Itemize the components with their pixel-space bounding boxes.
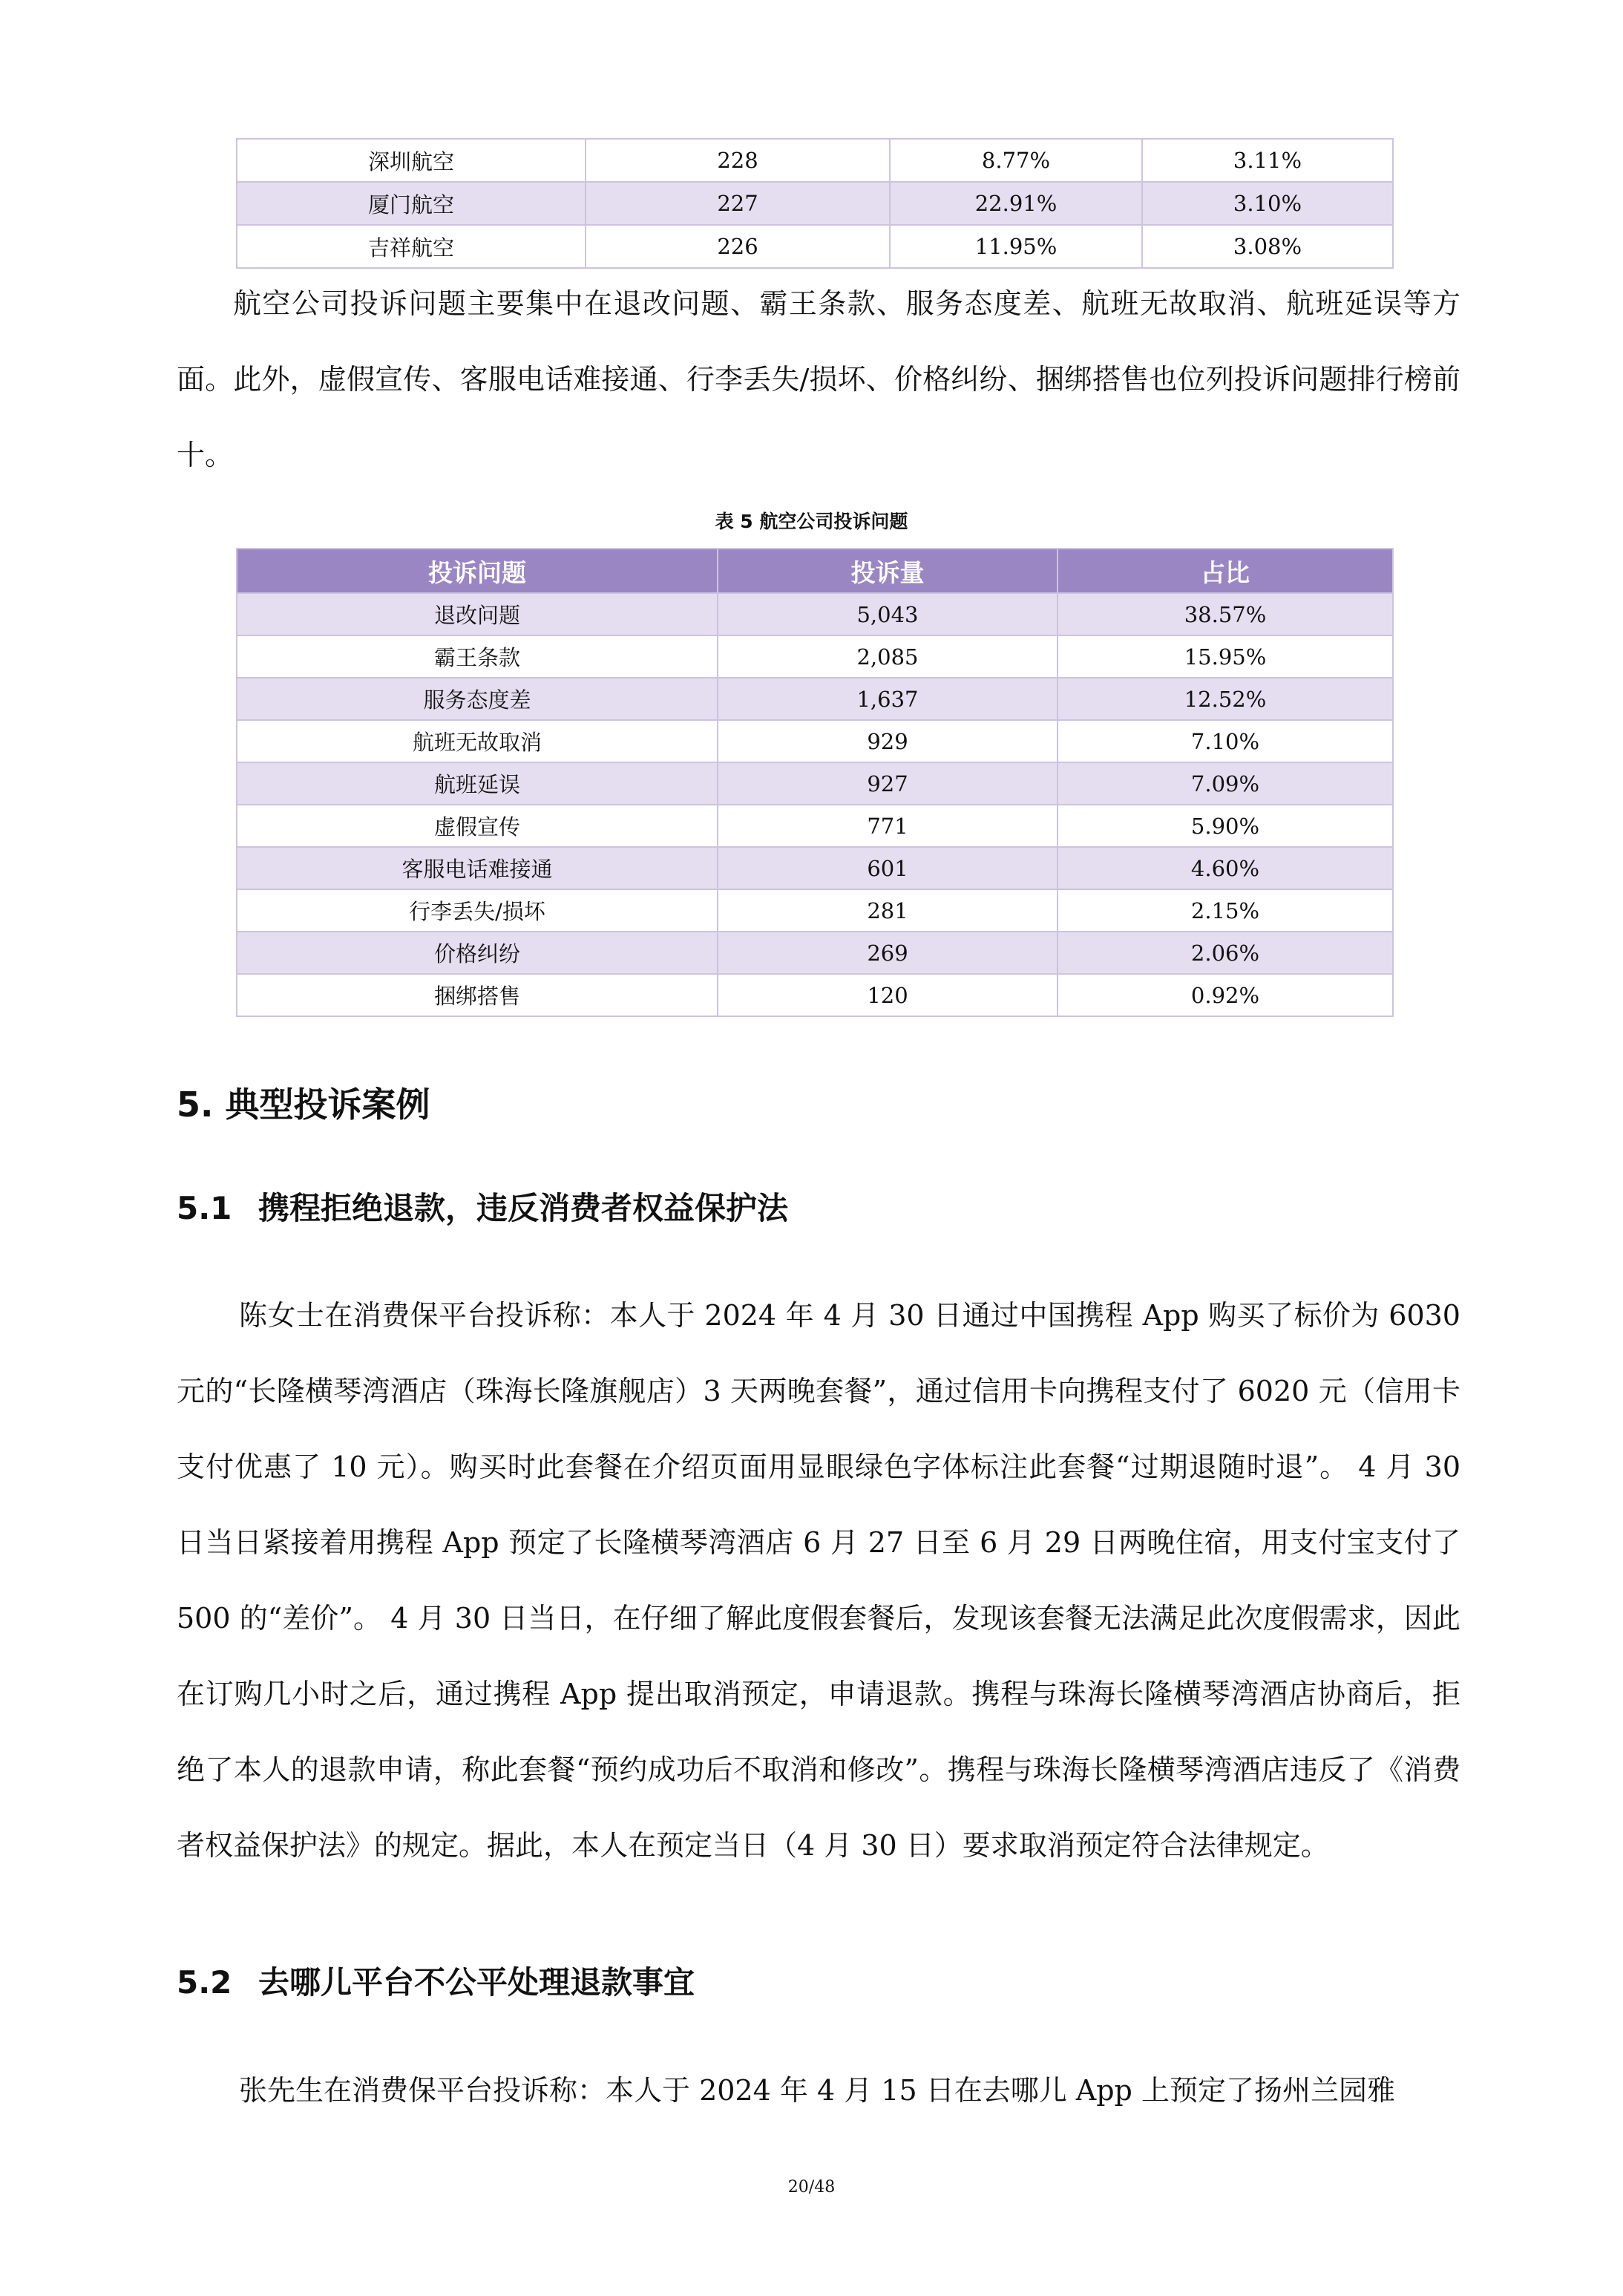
share-cell: 2.15% [1058,889,1393,932]
issue-cell: 航班无故取消 [237,720,718,762]
rate-cell: 22.91% [890,182,1142,225]
issue-cell: 捆绑搭售 [237,974,718,1016]
intro-paragraph: 航空公司投诉问题主要集中在退改问题、霸王条款、服务态度差、航班无故取消、航班延误等方面。此外，虚假宣传、客服电话难接通、行李丢失/损坏、价格纠纷、捆绑搭售也位列投诉问题排行榜前十。 [177,287,1460,471]
table-row [237,974,1393,1016]
case-5-2-paragraph: 张先生在消费保平台投诉称：本人于 2024 年 4 月 15 日在去哪儿 App 上预定了扬州兰园雅 [239,2074,1395,2107]
airline-name-cell: 吉祥航空 [237,225,586,268]
issue-cell: 价格纠纷 [237,932,718,974]
table-row [237,847,1393,889]
count-cell: 281 [718,889,1058,932]
page-number: 20/48 [787,2178,836,2197]
airline-complaints-table-continued [236,138,1394,269]
share-cell: 15.95% [1058,635,1393,678]
share-cell: 3.10% [1142,182,1393,225]
section-heading: 5. 典型投诉案例 [177,1085,430,1125]
share-cell: 7.09% [1058,762,1393,805]
count-cell: 1,637 [718,678,1058,720]
count-cell: 120 [718,974,1058,1016]
count-cell: 601 [718,847,1058,889]
share-cell: 7.10% [1058,720,1393,762]
complaint-count-cell: 227 [586,182,890,225]
rate-cell: 11.95% [890,225,1142,268]
share-cell: 3.11% [1142,139,1393,182]
table-row [237,932,1393,974]
count-cell: 5,043 [718,593,1058,635]
issue-cell: 虚假宣传 [237,805,718,847]
airline-name-cell: 深圳航空 [237,139,586,182]
table-row [237,762,1393,805]
rate-cell: 8.77% [890,139,1142,182]
complaint-count-cell: 228 [586,139,890,182]
subsection-heading-5-1 [177,1184,788,1229]
count-cell: 2,085 [718,635,1058,678]
count-cell: 927 [718,762,1058,805]
table-row [237,182,1393,225]
issue-cell: 航班延误 [237,762,718,805]
share-cell: 38.57% [1058,593,1393,635]
table-row [237,593,1393,635]
share-cell: 2.06% [1058,932,1393,974]
header-issue: 投诉问题 [237,549,718,593]
airline-name-cell: 厦门航空 [237,182,586,225]
share-cell: 5.90% [1058,805,1393,847]
subsection-heading-5-2 [177,1958,695,2003]
table-row [237,635,1393,678]
issue-cell: 服务态度差 [237,678,718,720]
header-count: 投诉量 [718,549,1058,593]
table-row [237,805,1393,847]
table-row [237,720,1393,762]
table-caption: 表 5 航空公司投诉问题 [715,511,908,532]
count-cell: 771 [718,805,1058,847]
table-row [237,139,1393,182]
share-cell: 0.92% [1058,974,1393,1016]
table-row [237,889,1393,932]
subsection-title: 携程拒绝退款，违反消费者权益保护法 [258,1190,789,1226]
issue-cell: 霸王条款 [237,635,718,678]
share-cell: 3.08% [1142,225,1393,268]
issue-cell: 客服电话难接通 [237,847,718,889]
subsection-title: 去哪儿平台不公平处理退款事宜 [258,1964,695,2001]
case-5-1-paragraph: 陈女士在消费保平台投诉称：本人于 2024 年 4 月 30 日通过中国携程 App 购买了标价为 6030 元的“长隆横琴湾酒店（珠海长隆旗舰店）3 天两晚套餐”，通过信用卡向携程支付了 6020 元（信用卡支付优惠了 10 元）。购买时此套餐在介绍页面用显眼绿色字体标注此套餐“过期退随时退”。 4 月 30 日当日紧接着用携程 App 预定了长隆横琴湾酒店 6 月 27 日至 6 月 29 日两晚住宿，用支付宝支付了 500 的“差价”。 4 月 30 日当日，在仔细了解此度假套餐后，发现该套餐无法满足此次度假需求，因此在订购几小时之后，通过携程 App 提出取消预定，申请退款。携程与珠海长隆横琴湾酒店协商后，拒绝了本人的退款申请，称此套餐“预约成功后不取消和修改”。携程与珠海长隆横琴湾酒店违反了《消费者权益保护法》的规定。据此，本人在预定当日（4 月 30 日）要求取消预定符合法律规定。 [177,1299,1460,1862]
complaint-issues-table [236,548,1394,1017]
count-cell: 929 [718,720,1058,762]
complaint-count-cell: 226 [586,225,890,268]
issue-cell: 退改问题 [237,593,718,635]
subsection-number: 5.2 [177,1964,232,2001]
count-cell: 269 [718,932,1058,974]
header-share: 占比 [1058,549,1393,593]
table-row [237,225,1393,268]
issue-cell: 行李丢失/损坏 [237,889,718,932]
share-cell: 4.60% [1058,847,1393,889]
share-cell: 12.52% [1058,678,1393,720]
subsection-number: 5.1 [177,1190,232,1226]
table-row [237,678,1393,720]
